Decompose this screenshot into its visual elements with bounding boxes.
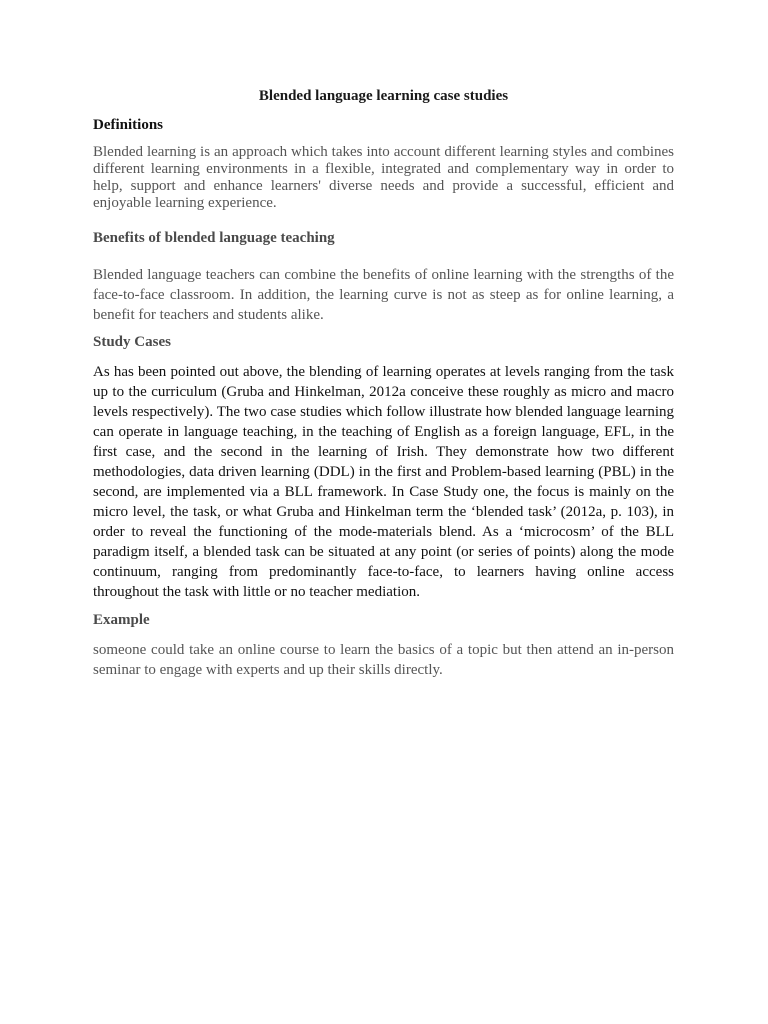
heading-definitions: Definitions xyxy=(93,117,164,133)
paragraph-definitions: Blended learning is an approach which takes into account different learning styles and combines different learning environments in a flexible, integrated and complementary way in order to help, support and enhance learners' diverse needs and provide a successful, efficient and enjoyable learning experience. xyxy=(93,144,674,211)
document-title: Blended language learning case studies xyxy=(258,88,509,104)
document-page xyxy=(93,86,674,680)
heading-study-cases: Study Cases xyxy=(93,334,171,350)
paragraph-benefits: Blended language teachers can combine the benefits of online learning with the strengths of the face-to-face classroom. In addition, the learning curve is not as steep as for online learning, a benefit for teachers and students alike. xyxy=(93,267,674,323)
heading-benefits: Benefits of blended language teaching xyxy=(93,230,335,246)
heading-example: Example xyxy=(93,612,150,628)
paragraph-example: someone could take an online course to learn the basics of a topic but then attend an in-person seminar to engage with experts and up their skills directly. xyxy=(93,642,674,678)
paragraph-study-cases: As has been pointed out above, the blending of learning operates at levels ranging from the task up to the curriculum (Gruba and Hinkelman, 2012a conceive these roughly as micro and macro levels respectively). The two case studies which follow illustrate how blended language learning can operate in language teaching, in the teaching of English as a foreign language, EFL, in the first case, and the second in the learning of Irish. They demonstrate how two different methodologies, data driven learning (DDL) in the first and Problem-based learning (PBL) in the second, are implemented via a BLL framework. In Case Study one, the focus is mainly on the micro level, the task, or what Gruba and Hinkelman term the ‘blended task’ (2012a, p. 103), in order to reveal the functioning of the mode-materials blend. As a ‘microcosm’ of the BLL paradigm itself, a blended task can be situated at any point (or series of points) along the mode continuum, ranging from predominantly face-to-face, to learners having online access throughout the task with little or no teacher mediation. xyxy=(93,364,674,600)
